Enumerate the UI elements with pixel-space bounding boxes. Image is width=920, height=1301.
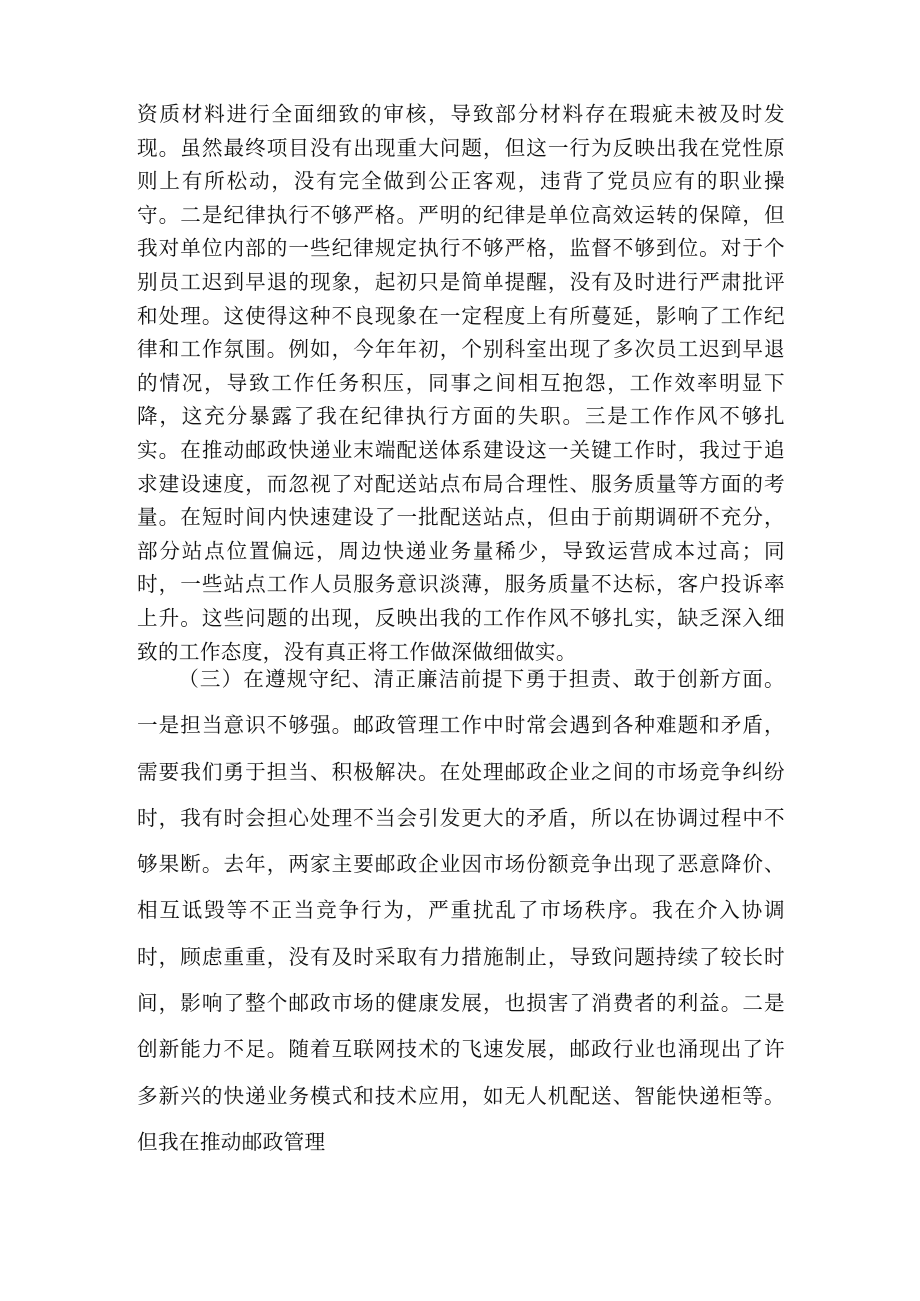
- body-paragraph-continued: 资质材料进行全面细致的审核，导致部分材料存在瑕疵未被及时发现。虽然最终项目没有出现重大问题，但这一行为反映出我在党性原则上有所松动，没有完全做到公正客观，违背了党员应有的职业操守。二是纪律执行不够严格。严明的纪律是单位高效运转的保障，但我对单位内部的一些纪律规定执行不够严格，监督不够到位。对于个别员工迟到早退的现象，起初只是简单提醒，没有及时进行严肃批评和处理。这使得这种不良现象在一定程度上有所蔓延，影响了工作纪律和工作氛围。例如，今年年初，个别科室出现了多次员工迟到早退的情况，导致工作任务积压，同事之间相互抱怨，工作效率明显下降，这充分暴露了我在纪律执行方面的失职。三是工作作风不够扎实。在推动邮政快递业末端配送体系建设这一关键工作时，我过于追求建设速度，而忽视了对配送站点布局合理性、服务质量等方面的考量。在短时间内快速建设了一批配送站点，但由于前期调研不充分，部分站点位置偏远，周边快递业务量稀少，导致运营成本过高；同时，一些站点工作人员服务意识淡薄，服务质量不达标，客户投诉率上升。这些问题的出现，反映出我的工作作风不够扎实，缺乏深入细致的工作态度，没有真正将工作做深做细做实。: [137, 102, 785, 664]
- body-paragraph-section-three: （三）在遵规守纪、清正廉洁前提下勇于担责、敢于创新方面。一是担当意识不够强。邮政管理工作中时常会遇到各种难题和矛盾，需要我们勇于担当、积极解决。在处理邮政企业之间的市场竞争纠纷时，我有时会担心处理不当会引发更大的矛盾，所以在协调过程中不够果断。去年，两家主要邮政企业因市场份额竞争出现了恶意降价、相互诋毁等不正当竞争行为，严重扰乱了市场秩序。我在介入协调时，顾虑重重，没有及时采取有力措施制止，导致问题持续了较长时间，影响了整个邮政市场的健康发展，也损害了消费者的利益。二是创新能力不足。随着互联网技术的飞速发展，邮政行业也涌现出了许多新兴的快递业务模式和技术应用，如无人机配送、智能快递柜等。但我在推动邮政管理: [137, 667, 785, 1154]
